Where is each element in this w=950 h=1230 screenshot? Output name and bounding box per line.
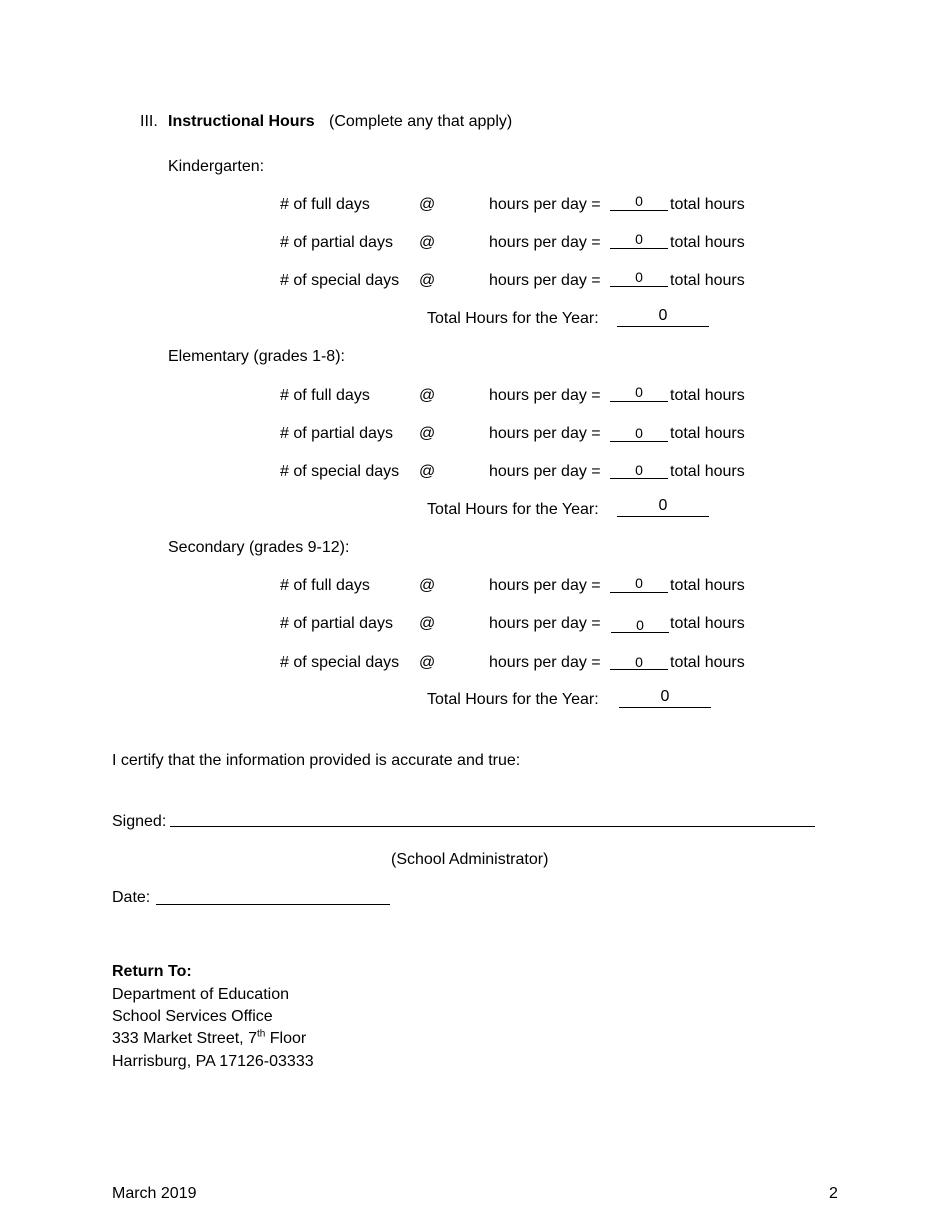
full-days-total-field[interactable]	[610, 210, 668, 211]
total-hours-label: total hours	[670, 387, 745, 404]
at-symbol: @	[419, 196, 436, 213]
at-symbol: @	[419, 272, 436, 289]
total-hours-label: total hours	[670, 577, 745, 594]
partial-days-label: # of partial days	[280, 425, 393, 442]
group-heading-secondary: Secondary (grades 9-12):	[168, 539, 350, 556]
total-year-label: Total Hours for the Year:	[427, 501, 599, 518]
full-days-total-value: 0	[635, 193, 643, 209]
section-subtitle: (Complete any that apply)	[329, 113, 513, 130]
full-days-label: # of full days	[280, 387, 370, 404]
group-heading-kindergarten: Kindergarten:	[168, 158, 265, 175]
at-symbol: @	[419, 615, 436, 632]
year-total-field[interactable]	[619, 707, 711, 708]
special-days-total-value: 0	[635, 269, 643, 285]
total-hours-label: total hours	[670, 196, 745, 213]
partial-days-label: # of partial days	[280, 234, 393, 251]
date-field[interactable]	[156, 904, 390, 905]
at-symbol: @	[419, 387, 436, 404]
special-days-total-field[interactable]	[610, 478, 668, 479]
signed-label: Signed:	[112, 813, 167, 830]
hours-per-day-label: hours per day =	[489, 234, 601, 251]
hours-per-day-label: hours per day =	[489, 387, 601, 404]
full-days-label: # of full days	[280, 196, 370, 213]
at-symbol: @	[419, 654, 436, 671]
partial-days-total-value: 0	[636, 617, 644, 633]
return-address-line1: Department of Education	[112, 986, 289, 1003]
special-days-label: # of special days	[280, 272, 400, 289]
full-days-label: # of full days	[280, 577, 370, 594]
full-days-total-value: 0	[635, 575, 643, 591]
total-year-label: Total Hours for the Year:	[427, 310, 599, 327]
footer-date: March 2019	[112, 1185, 197, 1202]
return-to-heading: Return To:	[112, 963, 192, 980]
full-days-total-field[interactable]	[610, 401, 668, 402]
return-address-line3: 333 Market Street, 7th Floor	[112, 1028, 307, 1047]
special-days-label: # of special days	[280, 654, 400, 671]
year-total-value: 0	[658, 307, 668, 324]
return-address-line2: School Services Office	[112, 1008, 273, 1025]
special-days-total-value: 0	[635, 462, 643, 478]
total-hours-label: total hours	[670, 615, 745, 632]
year-total-field[interactable]	[617, 326, 709, 327]
at-symbol: @	[419, 577, 436, 594]
year-total-field[interactable]	[617, 516, 709, 517]
partial-days-total-value: 0	[635, 231, 643, 247]
full-days-total-value: 0	[635, 384, 643, 400]
hours-per-day-label: hours per day =	[489, 196, 601, 213]
section-number: III.	[140, 113, 158, 130]
hours-per-day-label: hours per day =	[489, 463, 601, 480]
hours-per-day-label: hours per day =	[489, 425, 601, 442]
certify-statement: I certify that the information provided is accurate and true:	[112, 752, 521, 769]
hours-per-day-label: hours per day =	[489, 615, 601, 632]
hours-per-day-label: hours per day =	[489, 654, 601, 671]
group-heading-elementary: Elementary (grades 1-8):	[168, 348, 345, 365]
signature-field[interactable]	[170, 826, 815, 827]
return-address-line4: Harrisburg, PA 17126-03333	[112, 1053, 314, 1070]
total-hours-label: total hours	[670, 654, 745, 671]
total-year-label: Total Hours for the Year:	[427, 691, 599, 708]
special-days-total-value: 0	[635, 654, 643, 670]
hours-per-day-label: hours per day =	[489, 272, 601, 289]
ordinal-suffix: th	[256, 1028, 266, 1040]
at-symbol: @	[419, 425, 436, 442]
special-days-total-field[interactable]	[610, 286, 668, 287]
total-hours-label: total hours	[670, 272, 745, 289]
page-number: 2	[829, 1185, 838, 1202]
special-days-label: # of special days	[280, 463, 400, 480]
signer-role: (School Administrator)	[391, 851, 549, 868]
at-symbol: @	[419, 463, 436, 480]
total-hours-label: total hours	[670, 234, 745, 251]
partial-days-total-field[interactable]	[610, 248, 668, 249]
partial-days-label: # of partial days	[280, 615, 393, 632]
hours-per-day-label: hours per day =	[489, 577, 601, 594]
total-hours-label: total hours	[670, 425, 745, 442]
date-label: Date:	[112, 889, 151, 906]
year-total-value: 0	[658, 497, 668, 514]
partial-days-total-value: 0	[635, 425, 643, 441]
partial-days-total-field[interactable]	[610, 441, 668, 442]
at-symbol: @	[419, 234, 436, 251]
total-hours-label: total hours	[670, 463, 745, 480]
full-days-total-field[interactable]	[610, 592, 668, 593]
year-total-value: 0	[660, 688, 670, 705]
section-title: Instructional Hours	[168, 113, 315, 130]
